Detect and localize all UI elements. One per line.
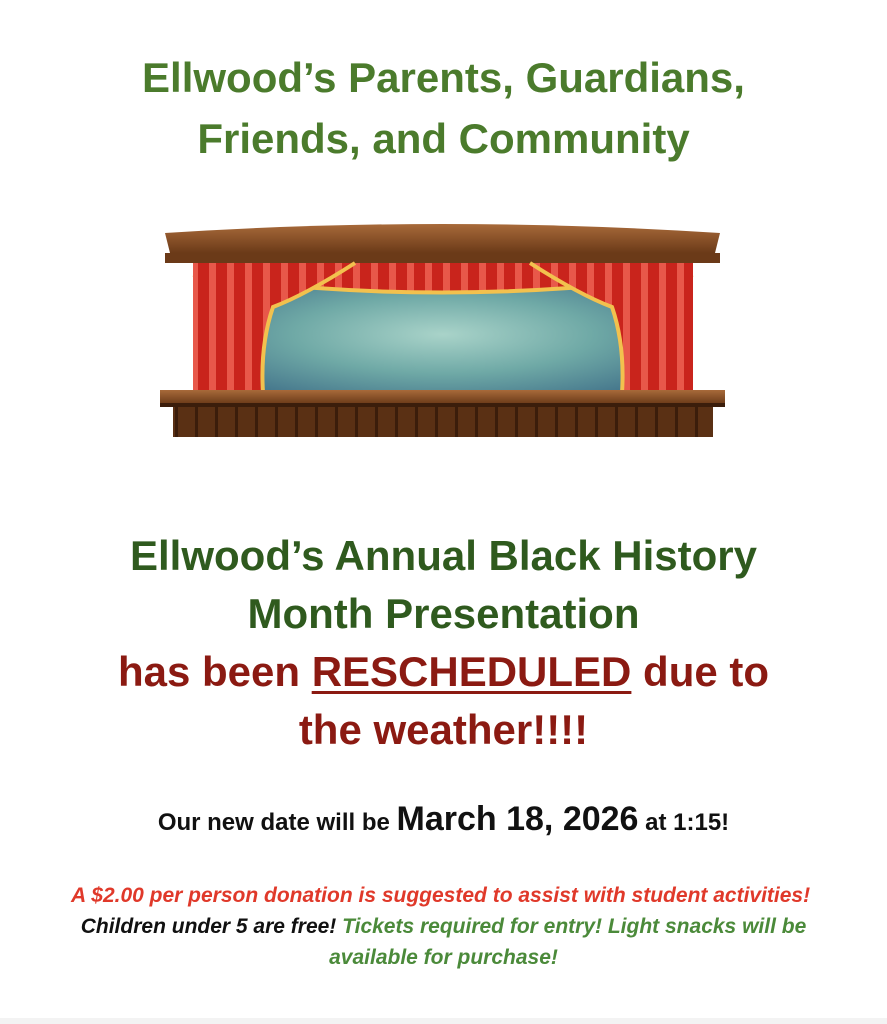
new-date-line	[0, 800, 887, 839]
rescheduled-line-1	[0, 648, 887, 695]
new-date-prefix: Our new date will be	[157, 809, 397, 836]
event-title-line-2: Month Presentation	[247, 590, 640, 637]
donation-note: A $2.00 per person donation is suggested to assist with student activities!	[71, 884, 811, 907]
header-line-1: Ellwood’s Parents, Guardians,	[142, 54, 745, 101]
rescheduled-line-2: the weather!!!!	[298, 706, 589, 753]
event-details	[60, 880, 827, 973]
children-free-note: Children under 5 are free!	[80, 915, 337, 938]
snacks-note: Light snacks will be available for purchase!	[329, 915, 807, 969]
theater-stage-icon	[155, 215, 730, 440]
rescheduled-suffix: due to	[631, 648, 770, 695]
tickets-note: Tickets required for entry!	[342, 915, 603, 938]
new-date-time: at 1:15!	[638, 809, 730, 836]
rescheduled-prefix: has been	[117, 648, 312, 695]
header-line-2: Friends, and Community	[197, 115, 690, 162]
new-date-value: March 18, 2026	[396, 800, 639, 838]
rescheduled-keyword: RESCHEDULED	[311, 648, 632, 695]
page-bottom-divider	[0, 1018, 887, 1024]
event-title-line-1: Ellwood’s Annual Black History	[129, 532, 757, 579]
